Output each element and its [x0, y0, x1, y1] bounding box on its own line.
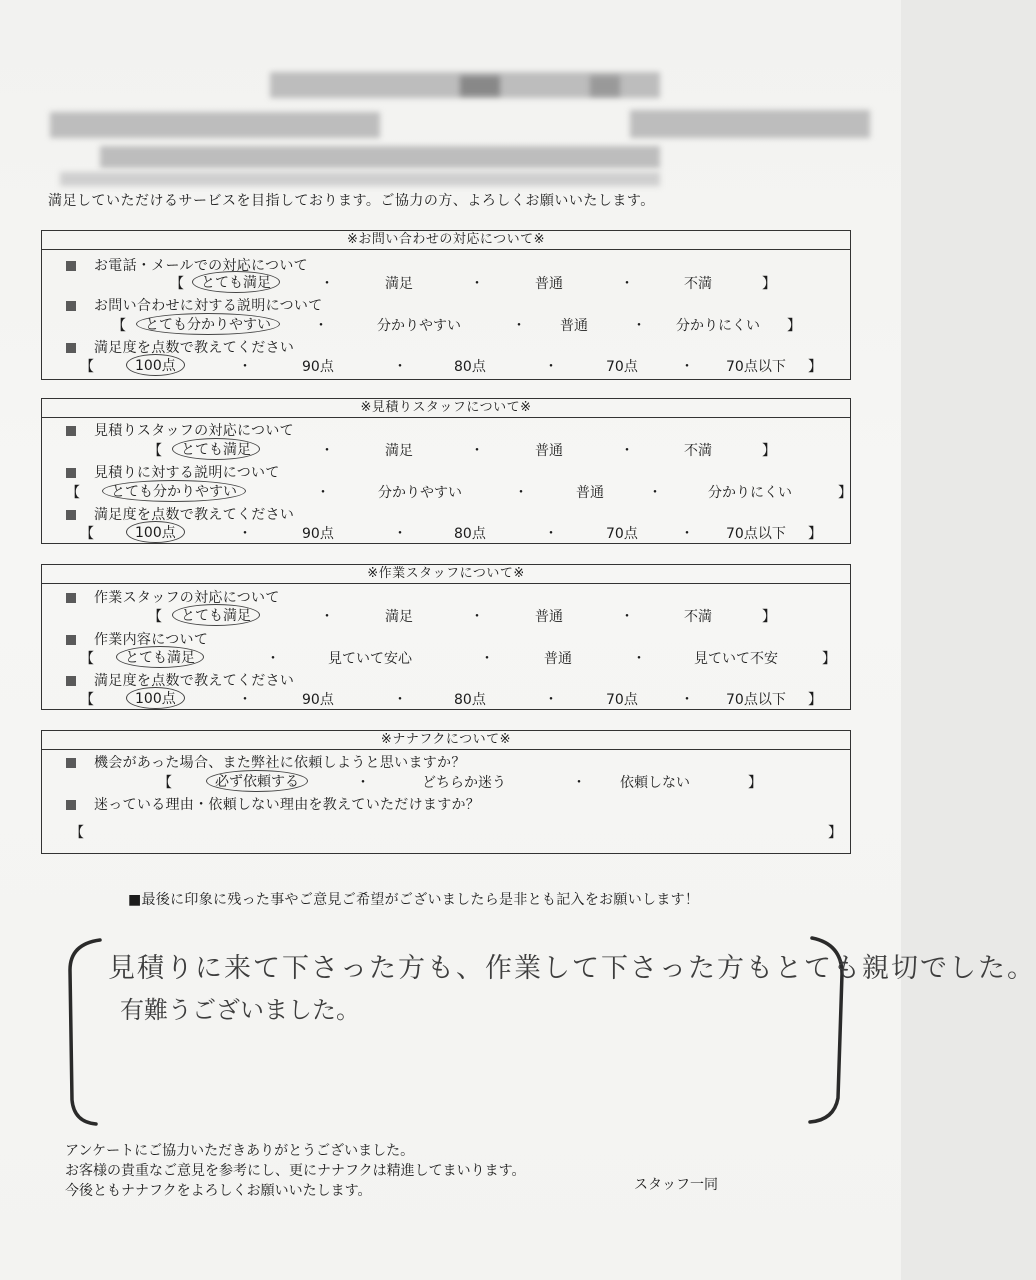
question-label: 迷っている理由・依頼しない理由を教えていただけますか？	[66, 794, 480, 814]
handwritten-comment-line1: 見積りに来て下さった方も、作業して下さった方もとても親切でした。	[108, 953, 1036, 984]
option[interactable]: 普通	[535, 443, 563, 459]
separator: ・	[320, 443, 334, 459]
option[interactable]: 満足	[385, 276, 413, 292]
option-selected[interactable]: とても満足	[172, 438, 260, 460]
footer-commitment: お客様の貴重なご意見を参考にし、更にナナフクは精進してまいります。	[65, 1163, 526, 1179]
question-label: 見積りスタッフの対応について	[66, 420, 294, 440]
option-selected[interactable]: とても満足	[116, 646, 204, 668]
reason-field-close: 】	[828, 825, 842, 841]
option[interactable]: 70点	[606, 359, 638, 375]
square-bullet-icon	[66, 426, 76, 436]
option[interactable]: 不満	[684, 276, 712, 292]
option[interactable]: 依頼しない	[620, 775, 690, 791]
option[interactable]: 普通	[544, 651, 572, 667]
bracket: 】	[808, 359, 822, 375]
square-bullet-icon	[66, 510, 76, 520]
option[interactable]: 90点	[302, 359, 334, 375]
option[interactable]: 70点	[606, 692, 638, 708]
footer-thanks: アンケートにご協力いただきありがとうございました。	[65, 1143, 415, 1159]
bracket: 【	[158, 775, 172, 791]
handwritten-comment-line2: 有難うございました。	[120, 996, 360, 1024]
option[interactable]: 満足	[385, 609, 413, 625]
separator: ・	[620, 443, 634, 459]
bracket: 【	[112, 318, 126, 334]
bracket: 】	[762, 276, 776, 292]
bracket: 【	[148, 609, 162, 625]
option[interactable]: 分かりやすい	[377, 318, 461, 334]
separator: ・	[266, 651, 280, 667]
separator: ・	[620, 609, 634, 625]
option[interactable]: 80点	[454, 526, 486, 542]
bracket: 【	[80, 359, 94, 375]
question-label: 見積りに対する説明について	[66, 462, 280, 482]
square-bullet-icon	[66, 343, 76, 353]
separator: ・	[393, 526, 407, 542]
bracket: 】	[808, 526, 822, 542]
bracket: 】	[762, 443, 776, 459]
bracket: 】	[838, 485, 852, 501]
option[interactable]: 80点	[454, 692, 486, 708]
square-bullet-icon	[66, 468, 76, 478]
option[interactable]: 普通	[535, 276, 563, 292]
bracket: 【	[80, 651, 94, 667]
option-selected[interactable]: 必ず依頼する	[206, 770, 308, 792]
bracket: 】	[762, 609, 776, 625]
square-bullet-icon	[66, 593, 76, 603]
separator: ・	[572, 775, 586, 791]
separator: ・	[356, 775, 370, 791]
bracket: 【	[170, 276, 184, 292]
separator: ・	[632, 651, 646, 667]
option[interactable]: 80点	[454, 359, 486, 375]
section-title: ※見積りスタッフについて※	[42, 399, 850, 418]
option[interactable]: 不満	[684, 609, 712, 625]
question-label: 満足度を点数で教えてください	[66, 670, 294, 690]
square-bullet-icon	[66, 301, 76, 311]
option[interactable]: 普通	[560, 318, 588, 334]
option[interactable]: どちらか迷う	[422, 775, 506, 791]
question-label: お電話・メールでの対応について	[66, 255, 308, 275]
option-selected[interactable]: とても分かりやすい	[136, 313, 280, 335]
section-title: ※作業スタッフについて※	[42, 565, 850, 584]
bracket: 】	[822, 651, 836, 667]
question-label: 満足度を点数で教えてください	[66, 504, 294, 524]
option[interactable]: 見ていて安心	[328, 651, 412, 667]
separator: ・	[512, 318, 526, 334]
question-label: 機会があった場合、また弊社に依頼しようと思いますか？	[66, 752, 466, 772]
option[interactable]: 普通	[576, 485, 604, 501]
square-bullet-icon	[66, 758, 76, 768]
separator: ・	[470, 443, 484, 459]
option-selected[interactable]: とても分かりやすい	[102, 480, 246, 502]
separator: ・	[544, 359, 558, 375]
separator: ・	[514, 485, 528, 501]
separator: ・	[632, 318, 646, 334]
square-bullet-icon	[66, 635, 76, 645]
separator: ・	[680, 526, 694, 542]
option[interactable]: 分かりにくい	[676, 318, 760, 334]
separator: ・	[320, 276, 334, 292]
bracket: 】	[787, 318, 801, 334]
bracket: 【	[66, 485, 80, 501]
option-selected[interactable]: とても満足	[172, 604, 260, 626]
reason-field-open[interactable]: 【	[70, 825, 84, 841]
question-label: 作業内容について	[66, 629, 208, 649]
section-nanafuku	[41, 730, 851, 854]
bracket: 【	[80, 526, 94, 542]
option[interactable]: 70点	[606, 526, 638, 542]
option[interactable]: 見ていて不安	[694, 651, 778, 667]
separator: ・	[648, 485, 662, 501]
separator: ・	[393, 359, 407, 375]
separator: ・	[620, 276, 634, 292]
square-bullet-icon	[66, 261, 76, 271]
separator: ・	[238, 526, 252, 542]
section-title: ※お問い合わせの対応について※	[42, 231, 850, 250]
square-bullet-icon	[66, 676, 76, 686]
footer-closing: 今後ともナナフクをよろしくお願いいたします。	[65, 1183, 372, 1199]
intro-text: 満足していただけるサービスを目指しております。ご協力の方、よろしくお願いいたします。	[48, 193, 655, 209]
separator: ・	[316, 485, 330, 501]
question-label: お問い合わせに対する説明について	[66, 295, 323, 315]
option[interactable]: 分かりやすい	[378, 485, 462, 501]
separator: ・	[320, 609, 334, 625]
section-title: ※ナナフクについて※	[42, 731, 850, 750]
separator: ・	[470, 276, 484, 292]
option[interactable]: 分かりにくい	[708, 485, 792, 501]
separator: ・	[238, 692, 252, 708]
separator: ・	[680, 692, 694, 708]
separator: ・	[314, 318, 328, 334]
question-label: 満足度を点数で教えてください	[66, 337, 294, 357]
option[interactable]: 不満	[684, 443, 712, 459]
option[interactable]: 70点以下	[726, 359, 786, 375]
option[interactable]: 普通	[535, 609, 563, 625]
square-bullet-icon	[66, 800, 76, 810]
option-selected[interactable]: とても満足	[192, 271, 280, 293]
option[interactable]: 70点以下	[726, 692, 786, 708]
question-label: 作業スタッフの対応について	[66, 587, 280, 607]
bracket: 】	[748, 775, 762, 791]
separator: ・	[480, 651, 494, 667]
option[interactable]: 90点	[302, 526, 334, 542]
bracket: 【	[80, 692, 94, 708]
option-selected[interactable]: 100点	[126, 354, 185, 376]
separator: ・	[238, 359, 252, 375]
separator: ・	[470, 609, 484, 625]
final-comment-prompt: ■最後に印象に残った事やご意見ご希望がございましたら是非とも記入をお願いします！	[128, 892, 700, 908]
option[interactable]: 満足	[385, 443, 413, 459]
separator: ・	[393, 692, 407, 708]
footer-signature: スタッフ一同	[634, 1177, 718, 1193]
option-selected[interactable]: 100点	[126, 521, 185, 543]
option[interactable]: 70点以下	[726, 526, 786, 542]
bracket: 】	[808, 692, 822, 708]
separator: ・	[680, 359, 694, 375]
bracket: 【	[148, 443, 162, 459]
option[interactable]: 90点	[302, 692, 334, 708]
option-selected[interactable]: 100点	[126, 687, 185, 709]
separator: ・	[544, 692, 558, 708]
separator: ・	[544, 526, 558, 542]
